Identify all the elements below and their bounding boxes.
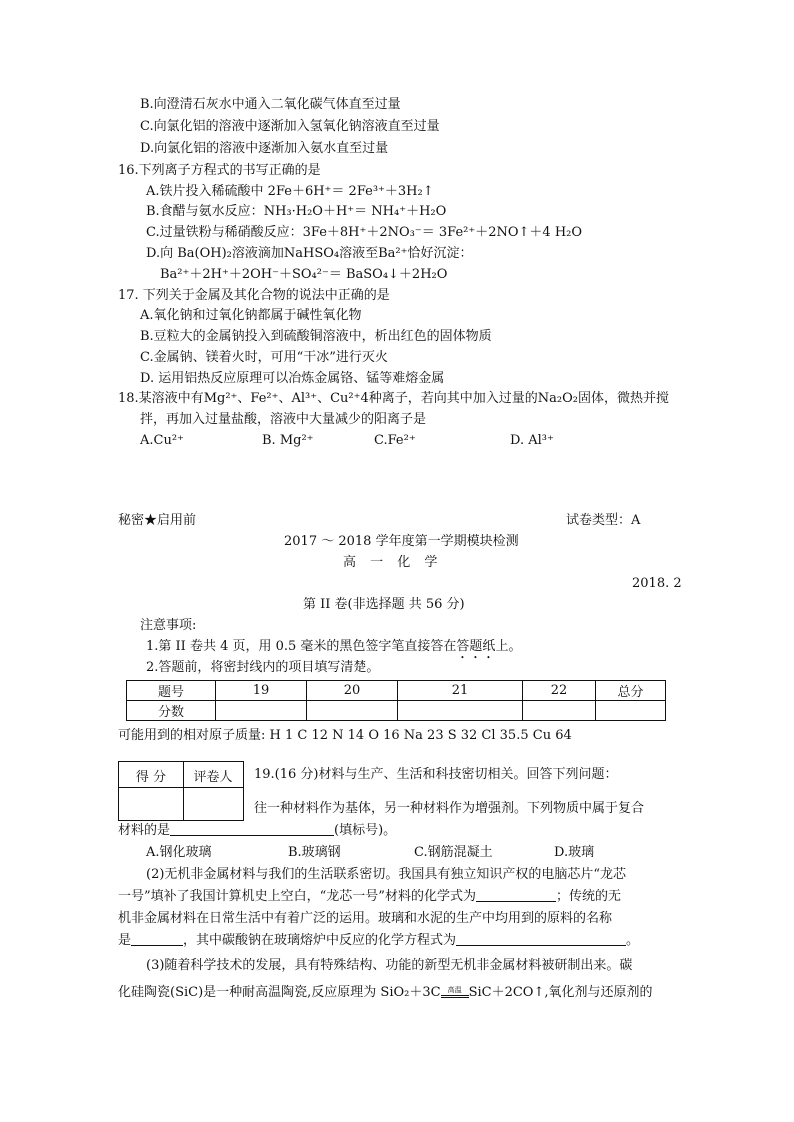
q18-option-b: B. Mg²⁺ xyxy=(262,433,314,448)
subject-title: 高 一 化 学 xyxy=(343,555,443,570)
score-table-score-row xyxy=(127,701,666,721)
q19-opt-a: A.钢化玻璃 xyxy=(146,845,212,860)
volume-title: 第 II 卷(非选择题 共 56 分) xyxy=(303,597,465,612)
score-cell: 20 xyxy=(307,681,398,701)
answer-blank[interactable] xyxy=(476,888,556,902)
grader-divider xyxy=(119,787,243,788)
q17-option-b: B.豆粒大的金属钠投入到硫酸铜溶液中，析出红色的固体物质 xyxy=(140,329,492,344)
grader-reviewer-label: 评卷人 xyxy=(193,770,233,785)
q19-p3-line2: 化硅陶瓷(SiC)是一种耐高温陶瓷,反应原理为 SiO₂＋3C 高温 SiC＋2CO↑,氧化剂与还原剂的 xyxy=(118,985,653,1000)
score-table xyxy=(126,680,666,721)
answer-blank[interactable] xyxy=(131,932,183,946)
q17-option-a: A.氧化钠和过氧化钠都属于碱性氧化物 xyxy=(140,308,362,323)
q15-option-d: D.向氯化铝的溶液中逐渐加入氨水直至过量 xyxy=(140,141,389,156)
score-row-label: 分数 xyxy=(127,701,216,721)
score-blank xyxy=(398,701,523,721)
q15-option-b: B.向澄清石灰水中通入二氧化碳气体直至过量 xyxy=(140,97,401,112)
answer-blank[interactable] xyxy=(170,822,334,836)
q16-option-c: C.过量铁粉与稀硝酸反应：3Fe＋8H⁺＋2NO₃⁻＝ 3Fe²⁺＋2NO↑＋4 H₂O xyxy=(146,225,583,240)
secret-label: 秘密★启用前 xyxy=(118,513,197,528)
q16-option-a: A.铁片投入稀硫酸中 2Fe＋6H⁺＝ 2Fe³⁺＋3H₂↑ xyxy=(146,184,434,199)
q19-p3-line1: (3)随着科学技术的发展，具有特殊结构、功能的新型无机非金属材料被研制出来。碳 xyxy=(146,958,633,973)
q19-opt-d: D.玻璃 xyxy=(554,845,595,860)
paper-type: 试卷类型：A xyxy=(566,513,641,528)
score-cell: 题号 xyxy=(127,681,216,701)
q19-p2-line1: (2)无机非金属材料与我们的生活联系密切。我国具有独立知识产权的电脑芯片“龙芯 xyxy=(146,867,627,882)
q15-option-c: C.向氯化铝的溶液中逐渐加入氢氧化钠溶液直至过量 xyxy=(140,119,440,134)
notes-title: 注意事项: xyxy=(140,618,197,633)
q18-option-d: D. Al³⁺ xyxy=(510,433,554,448)
grader-box xyxy=(118,761,244,821)
answer-blank[interactable] xyxy=(456,932,626,946)
q19-p1-line1: 往一种材料作为基体，另一种材料作为增强剂。下列物质中属于复合 xyxy=(254,801,645,816)
q16-option-d-equation: Ba²⁺＋2H⁺＋2OH⁻＋SO₄²⁻＝ BaSO₄↓＋2H₂O xyxy=(160,267,448,282)
note-1: 1.第 II 卷共 4 页，用 0.5 毫米的黑色签字笔直接答在答题纸上。 xyxy=(146,639,522,654)
q19-opt-b: B.玻璃钢 xyxy=(288,845,341,860)
q17-stem: 17. 下列关于金属及其化合物的说法中正确的是 xyxy=(118,288,390,303)
q18-stem-line1: 18.某溶液中有Mg²⁺、Fe²⁺、Al³⁺、Cu²⁺4种离子，若向其中加入过量的Na₂O₂固体，微热并搅 xyxy=(118,391,670,406)
q19-stem: 19.(16 分)材料与生产、生活和科技密切相关。回答下列问题： xyxy=(254,767,618,782)
atomic-masses: 可能用到的相对原子质量: H 1 C 12 N 14 O 16 Na 23 S 32 Cl 35.5 Cu 64 xyxy=(118,728,572,743)
q16-option-d: D.向 Ba(OH)₂溶液滴加NaHSO₄溶液至Ba²⁺恰好沉淀： xyxy=(146,246,473,261)
exam-year-title: 2017 ～ 2018 学年度第一学期模块检测 xyxy=(284,534,519,549)
q18-stem-line2: 拌，再加入过量盐酸，溶液中大量减少的阳离子是 xyxy=(140,412,427,427)
score-cell: 22 xyxy=(523,681,596,701)
note-2: 2.答题前，将密封线内的项目填写清楚。 xyxy=(146,660,380,675)
score-table-header-row xyxy=(127,681,666,701)
score-cell: 19 xyxy=(216,681,307,701)
q19-p1-line2: 材料的是 (填标号)。 xyxy=(118,823,397,838)
score-cell: 21 xyxy=(398,681,523,701)
q19-p2-line4: 是 ，其中碳酸钠在玻璃熔炉中反应的化学方程式为 。 xyxy=(118,933,640,948)
q16-option-b: B.食醋与氨水反应：NH₃·H₂O＋H⁺＝ NH₄⁺＋H₂O xyxy=(146,204,447,219)
exam-date: 2018. 2 xyxy=(632,576,682,591)
score-cell: 总分 xyxy=(596,681,666,701)
q19-p2-line3: 机非金属材料在日常生活中有着广泛的运用。玻璃和水泥的生产中均用到的原料的名称 xyxy=(118,911,613,926)
q16-stem: 16.下列离子方程式的书写正确的是 xyxy=(118,163,321,178)
q17-option-d: D. 运用铝热反应原理可以冶炼金属铬、锰等难熔金属 xyxy=(140,371,445,386)
score-blank xyxy=(216,701,307,721)
score-blank xyxy=(523,701,596,721)
q18-option-a: A.Cu²⁺ xyxy=(140,433,184,448)
q19-p2-line2: 一号”填补了我国计算机史上空白，“龙芯一号”材料的化学式为 ；传统的无 xyxy=(118,889,621,904)
reaction-condition: 高温 xyxy=(441,986,469,998)
q17-option-c: C.金属钠、镁着火时，可用“干冰”进行灭火 xyxy=(140,350,388,365)
q19-opt-c: C.钢筋混凝土 xyxy=(414,845,493,860)
score-blank xyxy=(596,701,666,721)
score-blank xyxy=(307,701,398,721)
q18-option-c: C.Fe²⁺ xyxy=(374,433,416,448)
grader-score-label: 得 分 xyxy=(135,770,167,785)
